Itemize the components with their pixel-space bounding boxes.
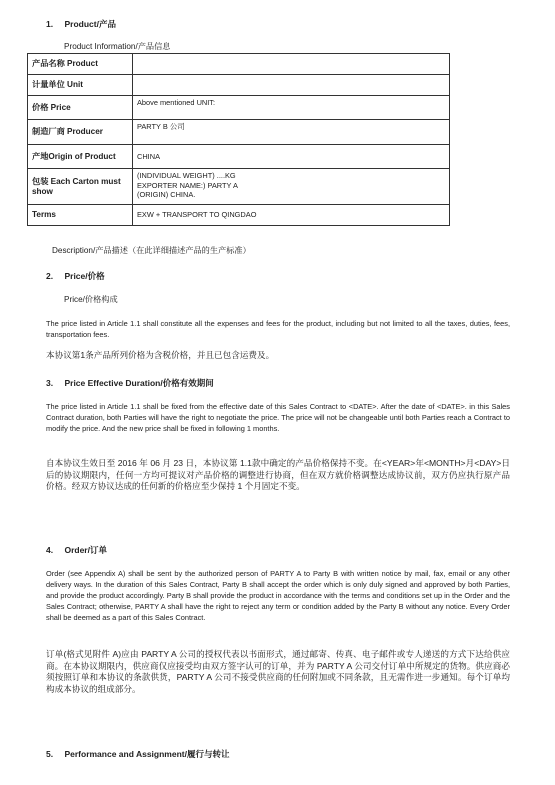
table-row [28, 169, 450, 205]
table-value-cell: Above mentioned UNIT: [133, 96, 450, 120]
product-spec-table [27, 53, 450, 226]
section-5-title: Performance and Assignment/履行与转让 [64, 749, 230, 759]
section-2-paragraph-zh: 本协议第1条产品所列价格为含税价格，并且已包含运费及。 [46, 350, 275, 360]
section-5-heading [46, 748, 229, 760]
section-4-heading [46, 544, 107, 556]
table-value-cell: EXW + TRANSPORT TO QINGDAO [133, 205, 450, 226]
table-label-cell: 产地Origin of Product [28, 145, 133, 169]
section-2-title: Price/价格 [64, 271, 105, 281]
description-label: Description/产品描述（在此详细描述产品的生产标准） [52, 246, 251, 255]
section-5-number: 5. [46, 749, 54, 759]
price-composition-label: Price/价格构成 [64, 295, 118, 304]
table-label-cell: 包装 Each Carton must show [28, 169, 133, 205]
table-row [28, 75, 450, 96]
section-1-number: 1. [46, 19, 54, 29]
section-3-paragraph-en: The price listed in Article 1.1 shall be fixed from the effective date of this Sales Contract to <DATE>. After the date of <DATE>. in this Sales Contract duration, both Parties will have the right to negotiate the price. The price will not be changeable until both Parties reach a Contract to modify the price. And the new price shall be fixed in following 1 months. [46, 402, 510, 433]
table-label-cell: 价格 Price [28, 96, 133, 120]
table-row [28, 54, 450, 75]
section-3-heading [46, 377, 214, 389]
table-label-cell: 产品名称 Product [28, 54, 133, 75]
section-1-title: Product/产品 [64, 19, 116, 29]
table-label-cell: 制造厂商 Producer [28, 120, 133, 145]
section-3-number: 3. [46, 378, 54, 388]
section-4-paragraph-zh: 订单(格式见附件 A)应由 PARTY A 公司的授权代表以书面形式，通过邮寄、传真、电子邮件或专人递送的方式下达给供应商。在本协议期限内，供应商仅应接受均由双方签字认可的订单，并为 PARTY A 公司交付订单中所规定的货物。供应商必须按照订单和本协议的条款供货，PARTY A 公司不接受供应商的任何附加或不同条款，且无需作进一步通知。每个订单均构成本协议的组成部分。 [46, 649, 510, 694]
section-2-paragraph-en: The price listed in Article 1.1 shall constitute all the expenses and fees for the product, including but not limited to all the taxes, duties, fees, transportation fees. [46, 319, 510, 339]
table-row [28, 96, 450, 120]
section-2-heading [46, 270, 105, 282]
table-row [28, 120, 450, 145]
section-4-paragraph-en: Order (see Appendix A) shall be sent by the authorized person of PARTY A to Party B with written notice by mail, fax, email or any other delivery ways. In the duration of this Sales Contract, Party B shall accept the order which is only duly signed and approved by both Parties, and provide the product accordingly. Party B shall provide the product in accordance with the terms and conditions set up in the Order and the Sales Contract; otherwise, PARTY A shall have the right to reject any term or condition added by the Party B without any notice. Every Order shall be deemed as a part of this Sales Contract. [46, 569, 510, 622]
table-label-cell: 计量单位 Unit [28, 75, 133, 96]
table-value-cell: (INDIVIDUAL WEIGHT) ....KG EXPORTER NAME:) PARTY A (ORIGIN) CHINA. [133, 169, 450, 205]
product-information-label: Product Information/产品信息 [64, 42, 171, 51]
section-4-title: Order/订单 [64, 545, 107, 555]
section-4-number: 4. [46, 545, 54, 555]
table-row [28, 205, 450, 226]
table-value-cell [133, 54, 450, 75]
section-3-paragraph-zh: 自本协议生效日至 2016 年 06 月 23 日，本协议第 1.1款中确定的产品价格保持不变。在<YEAR>年<MONTH>月<DAY>日后的协议期限内，任何一方均可提议对产品价格的调整进行协商，但在双方就价格调整达成协议前，双方仍应执行原产品价格。经双方协议达成的任何新的价格应至少保持 1 个月固定不变。 [46, 458, 510, 491]
section-2-number: 2. [46, 271, 54, 281]
table-value-cell: PARTY B 公司 [133, 120, 450, 145]
table-row [28, 145, 450, 169]
table-value-cell [133, 75, 450, 96]
section-3-title: Price Effective Duration/价格有效期间 [64, 378, 214, 388]
section-1-heading [46, 18, 116, 30]
table-label-cell: Terms [28, 205, 133, 226]
table-value-cell: CHINA [133, 145, 450, 169]
